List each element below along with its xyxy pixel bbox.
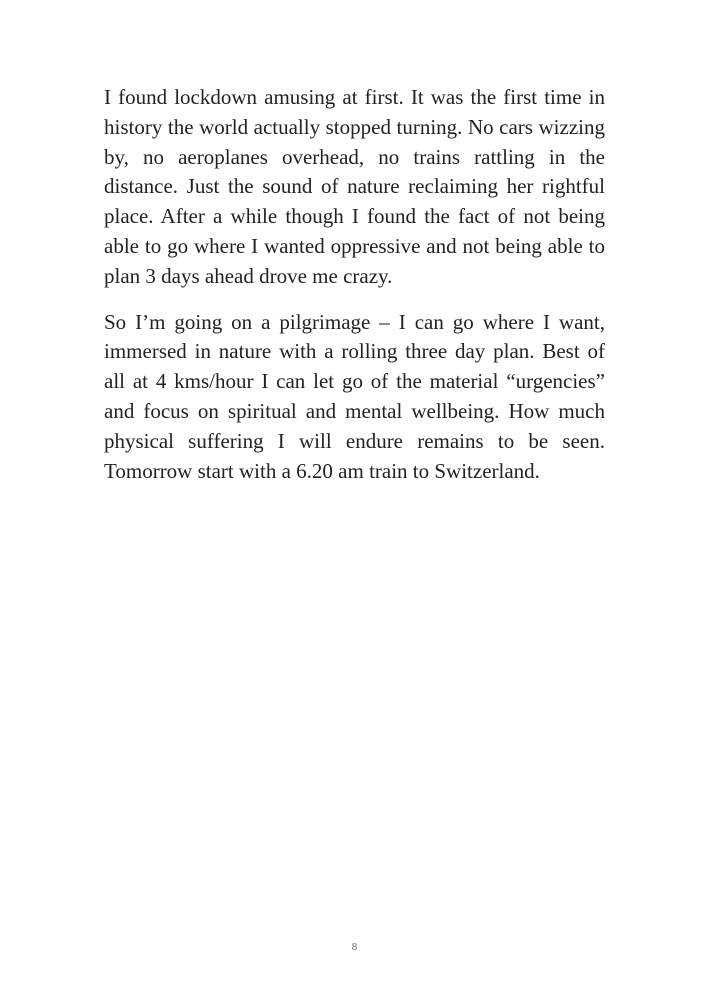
paragraph-2: So I’m going on a pilgrimage – I can go where I want, immersed in nature with a rolling three day plan. Best of all at 4 kms/hour I can let go of the material “urgencies” and focus on spiritual and mental wellbeing. How much physical suffering I will endure remains to be seen. Tomorrow start with a 6.20 am train to Switzerland. xyxy=(104,309,605,483)
paragraph-1: I found lockdown amusing at first. It was the first time in history the world actually stopped turning. No cars wizzing by, no aeroplanes overhead, no trains rattling in the distance. Just the sound of nature reclaiming her rightful place. After a while though I found the fact of not being able to go where I wanted oppressive and not being able to plan 3 days ahead drove me crazy. xyxy=(104,85,605,288)
body-text xyxy=(104,83,605,502)
page-number: 8 xyxy=(351,941,358,953)
